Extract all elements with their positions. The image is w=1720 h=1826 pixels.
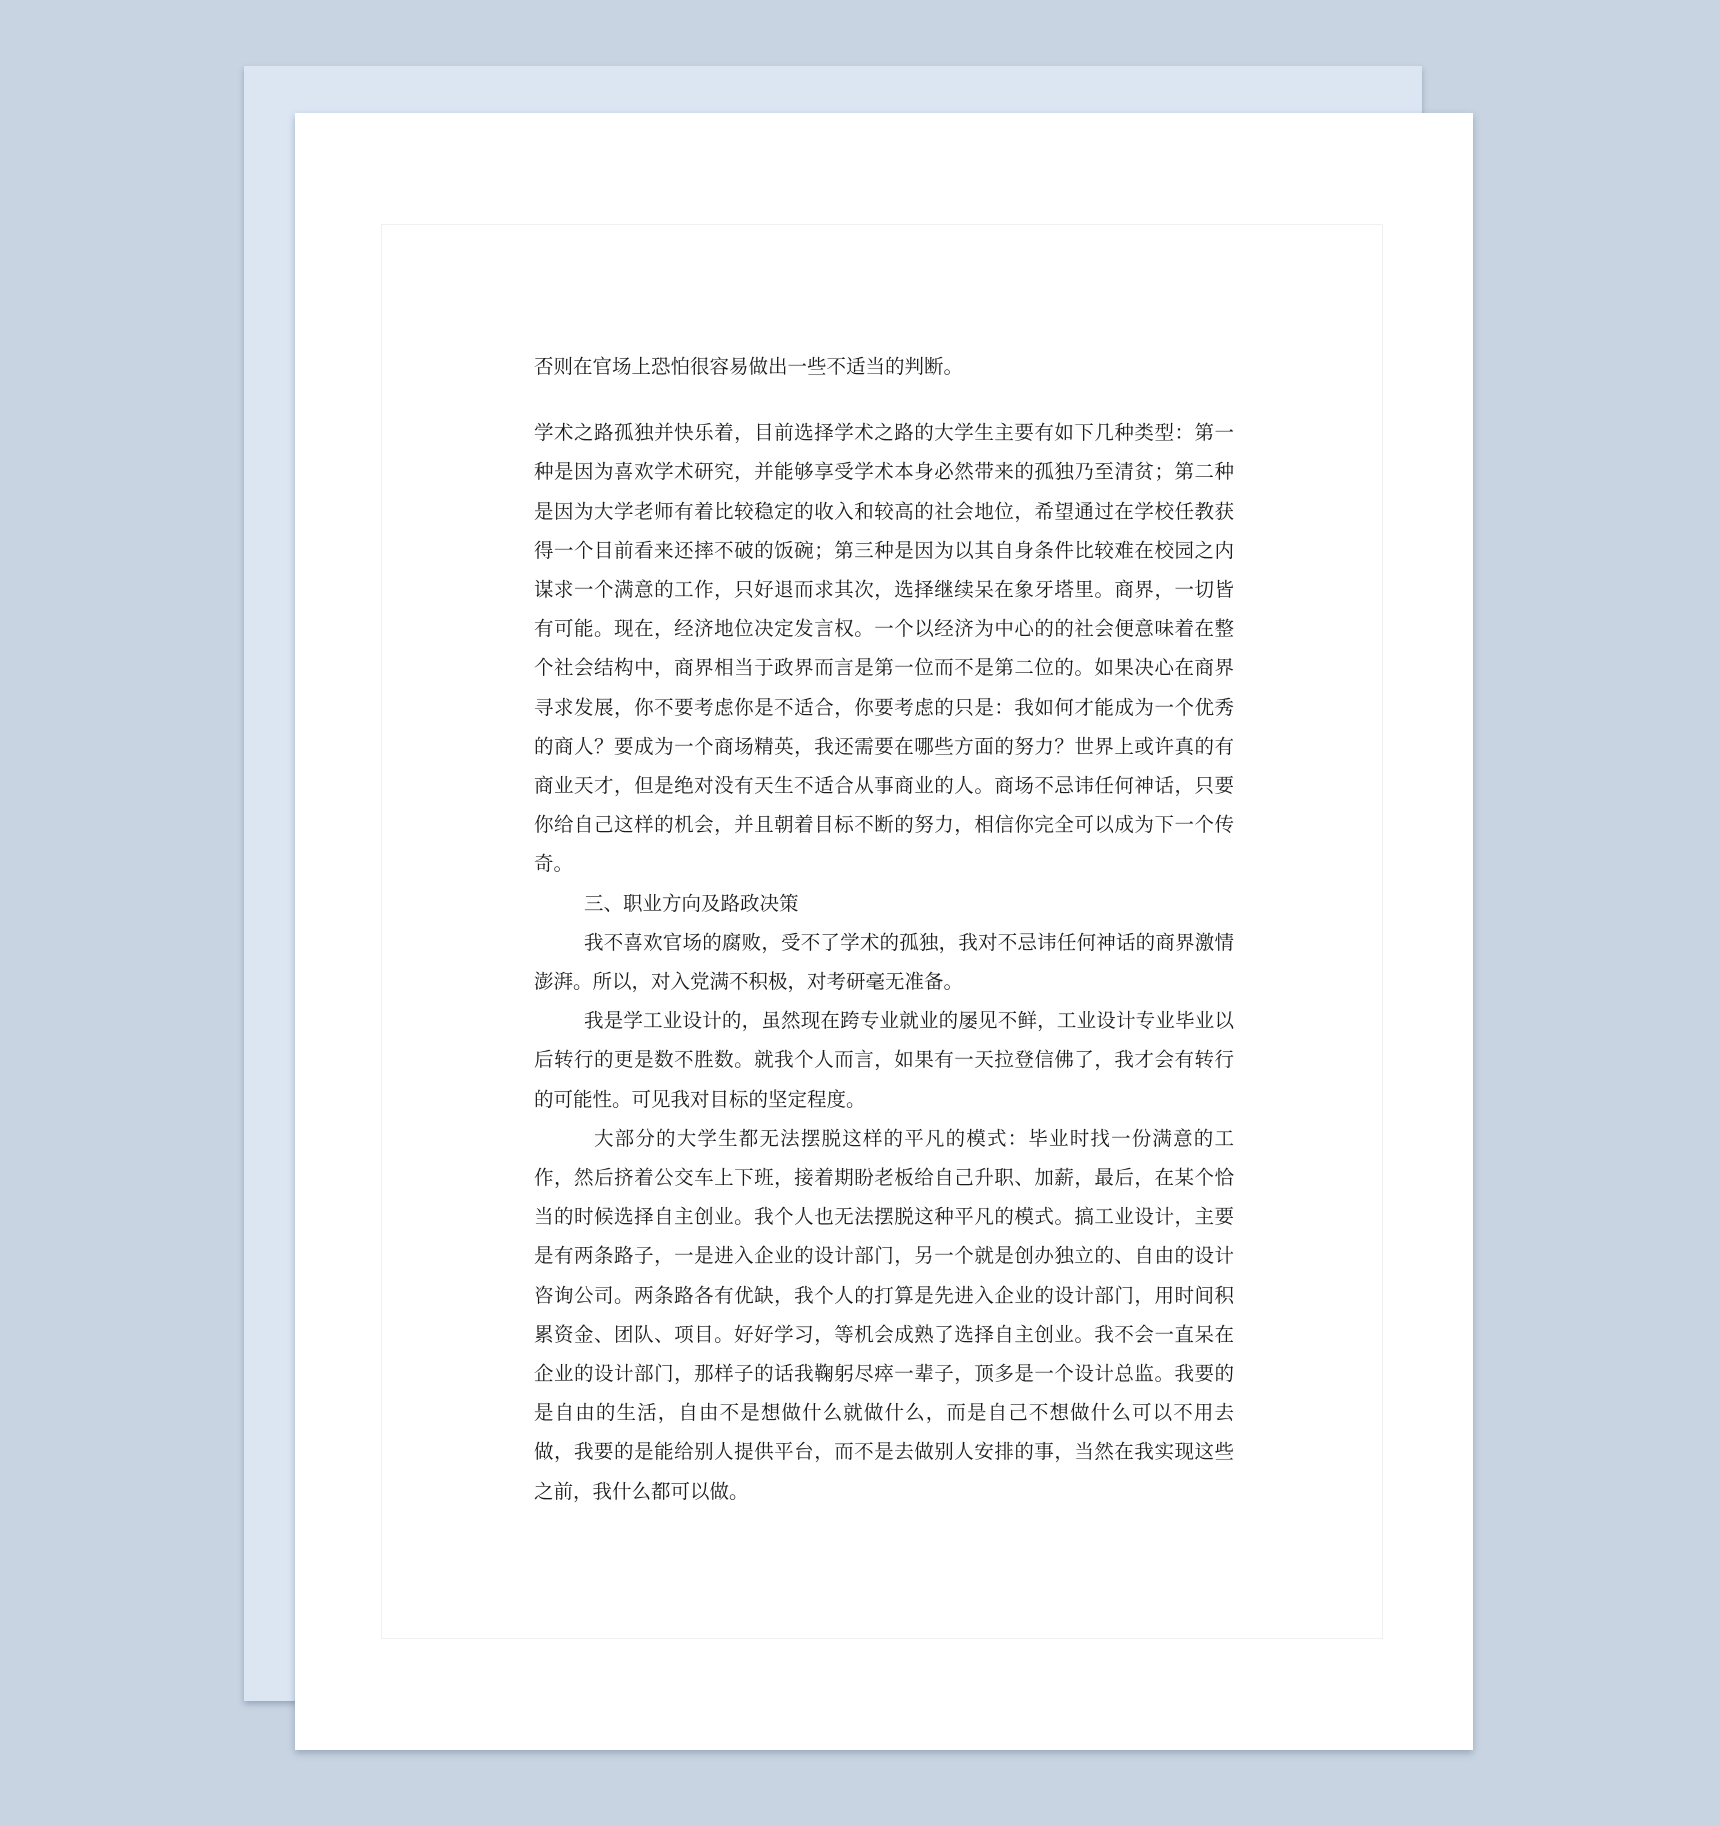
paragraph-2: 学术之路孤独并快乐着，目前选择学术之路的大学生主要有如下几种类型：第一种是因为喜欢学术研究，并能够享受学术本身必然带来的孤独乃至清贫；第二种是因为大学老师有着比较稳定的收入和较高的社会地位，希望通过在学校任教获得一个目前看来还摔不破的饭碗；第三种是因为以其自身条件比较难在校园之内谋求一个满意的工作，只好退而求其次，选择继续呆在象牙塔里。商界，一切皆有可能。现在，经济地位决定发言权。一个以经济为中心的的社会便意味着在整个社会结构中，商界相当于政界而言是第一位而不是第二位的。如果决心在商界寻求发展，你不要考虑你是不适合，你要考虑的只是：我如何才能成为一个优秀的商人？要成为一个商场精英，我还需要在哪些方面的努力？世界上或许真的有商业天才，但是绝对没有天生不适合从事商业的人。商场不忌讳任何神话，只要你给自己这样的机会，并且朝着目标不断的努力，相信你完全可以成为下一个传奇。: [534, 421, 1234, 876]
document-page: [295, 113, 1473, 1750]
page-body-text: [534, 347, 1234, 1511]
paragraph-3: 我不喜欢官场的腐败，受不了学术的孤独，我对不忌讳任何神话的商界激情澎湃。所以，对入党满不积极，对考研毫无准备。: [534, 930, 1234, 994]
paragraph-5: 大部分的大学生都无法摆脱这样的平凡的模式：毕业时找一份满意的工作，然后挤着公交车上下班，接着期盼老板给自己升职、加薪，最后，在某个恰当的时候选择自主创业。我个人也无法摆脱这种平凡的模式。搞工业设计，主要是有两条路子，一是进入企业的设计部门，另一个就是创办独立的、自由的设计咨询公司。两条路各有优缺，我个人的打算是先进入企业的设计部门，用时间积累资金、团队、项目。好好学习，等机会成熟了选择自主创业。我不会一直呆在企业的设计部门，那样子的话我鞠躬尽瘁一辈子，顶多是一个设计总监。我要的是自由的生活，自由不是想做什么就做什么，而是自己不想做什么可以不用去做，我要的是能给别人提供平台，而不是去做别人安排的事，当然在我实现这些之前，我什么都可以做。: [534, 1126, 1234, 1503]
paragraph-4: 我是学工业设计的，虽然现在跨专业就业的屡见不鲜，工业设计专业毕业以后转行的更是数不胜数。就我个人而言，如果有一天拉登信佛了，我才会有转行的可能性。可见我对目标的坚定程度。: [534, 1009, 1234, 1111]
paragraph-1: 否则在官场上恐怕很容易做出一些不适当的判断。: [534, 355, 964, 378]
section-heading-3: 三、职业方向及路政决策: [584, 891, 799, 915]
